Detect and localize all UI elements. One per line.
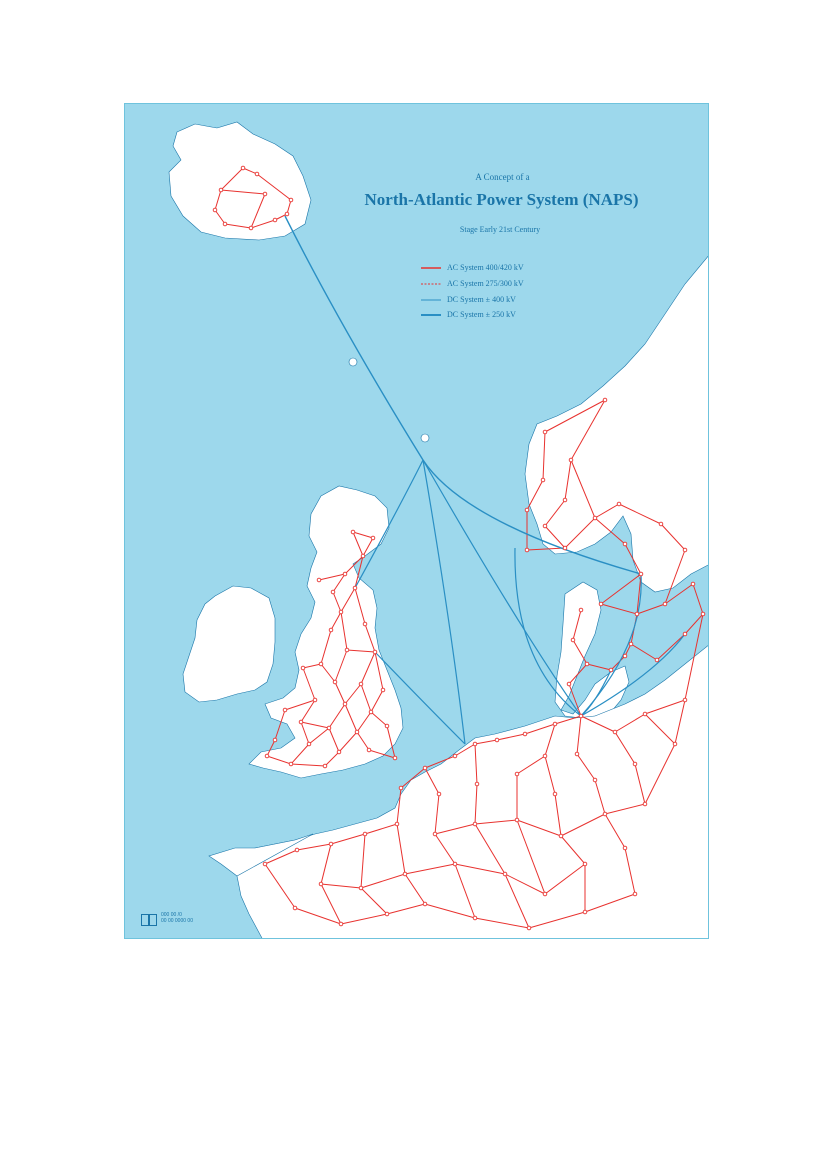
substation-node	[351, 530, 355, 534]
substation-node	[301, 666, 305, 670]
stage-label: Stage Early 21st Century	[459, 225, 541, 234]
substation-node	[599, 602, 603, 606]
substation-node	[543, 430, 547, 434]
substation-node	[329, 842, 333, 846]
substation-node	[273, 738, 277, 742]
map-title: North-Atlantic Power System (NAPS)	[364, 190, 639, 209]
substation-node	[373, 650, 377, 654]
substation-node	[583, 862, 587, 866]
substation-node	[273, 218, 277, 222]
substation-node	[475, 782, 479, 786]
legend-dc-250-label: DC System ± 250 kV	[447, 310, 516, 319]
substation-node	[603, 398, 607, 402]
substation-node	[515, 772, 519, 776]
substation-node	[553, 792, 557, 796]
document-code-line-1: 000 00 /0	[161, 912, 182, 918]
substation-node	[603, 812, 607, 816]
substation-node	[525, 548, 529, 552]
substation-node	[629, 642, 633, 646]
substation-node	[363, 832, 367, 836]
legend-dc-400-label: DC System ± 400 kV	[447, 295, 516, 304]
substation-node	[385, 912, 389, 916]
substation-node	[307, 742, 311, 746]
substation-node	[293, 906, 297, 910]
substation-node	[453, 862, 457, 866]
substation-node	[527, 926, 531, 930]
substation-node	[585, 662, 589, 666]
substation-node	[623, 846, 627, 850]
substation-node	[345, 648, 349, 652]
substation-node	[385, 724, 389, 728]
substation-node	[635, 612, 639, 616]
substation-node	[403, 872, 407, 876]
substation-node	[265, 754, 269, 758]
substation-node	[355, 730, 359, 734]
substation-node	[613, 730, 617, 734]
publisher-logo	[141, 914, 157, 926]
substation-node	[563, 498, 567, 502]
substation-node	[295, 848, 299, 852]
substation-node	[369, 710, 373, 714]
substation-node	[393, 756, 397, 760]
substation-node	[525, 508, 529, 512]
substation-node	[331, 590, 335, 594]
substation-node	[361, 554, 365, 558]
substation-node	[399, 786, 403, 790]
substation-node	[359, 886, 363, 890]
document-code	[161, 912, 193, 924]
substation-node	[683, 698, 687, 702]
substation-node	[583, 910, 587, 914]
substation-node	[343, 702, 347, 706]
substation-node	[659, 522, 663, 526]
substation-node	[639, 572, 643, 576]
substation-node	[643, 802, 647, 806]
faroe-islands	[349, 358, 357, 366]
substation-node	[701, 612, 705, 616]
substation-node	[495, 738, 499, 742]
substation-node	[673, 742, 677, 746]
substation-node	[395, 822, 399, 826]
substation-node	[317, 578, 321, 582]
substation-node	[559, 834, 563, 838]
substation-node	[571, 638, 575, 642]
substation-node	[543, 892, 547, 896]
substation-node	[563, 546, 567, 550]
substation-node	[363, 622, 367, 626]
substation-node	[569, 458, 573, 462]
substation-node	[423, 766, 427, 770]
substation-node	[339, 922, 343, 926]
substation-node	[609, 668, 613, 672]
substation-node	[437, 792, 441, 796]
substation-node	[473, 916, 477, 920]
substation-node	[575, 752, 579, 756]
substation-node	[663, 602, 667, 606]
substation-node	[633, 892, 637, 896]
substation-node	[473, 822, 477, 826]
substation-node	[371, 536, 375, 540]
substation-node	[353, 586, 357, 590]
substation-node	[567, 682, 571, 686]
substation-node	[359, 682, 363, 686]
substation-node	[313, 698, 317, 702]
substation-node	[593, 516, 597, 520]
concept-label: A Concept of a	[475, 172, 530, 182]
document-code-line-2: 00 00 0000 00	[161, 918, 193, 924]
substation-node	[263, 862, 267, 866]
substation-node	[579, 714, 583, 718]
substation-node	[289, 762, 293, 766]
substation-node	[543, 524, 547, 528]
substation-node	[633, 762, 637, 766]
substation-node	[319, 882, 323, 886]
substation-node	[593, 778, 597, 782]
legend-ac-400-label: AC System 400/420 kV	[447, 263, 524, 272]
substation-node	[337, 750, 341, 754]
shetland-islands	[421, 434, 429, 442]
substation-node	[283, 708, 287, 712]
substation-node	[623, 542, 627, 546]
substation-node	[683, 548, 687, 552]
substation-node	[523, 732, 527, 736]
substation-node	[453, 754, 457, 758]
substation-node	[323, 764, 327, 768]
substation-node	[327, 726, 331, 730]
substation-node	[541, 478, 545, 482]
substation-node	[683, 632, 687, 636]
substation-node	[515, 818, 519, 822]
substation-node	[623, 654, 627, 658]
substation-node	[319, 662, 323, 666]
substation-node	[423, 902, 427, 906]
substation-node	[553, 722, 557, 726]
substation-node	[433, 832, 437, 836]
substation-node	[367, 748, 371, 752]
substation-node	[381, 688, 385, 692]
substation-node	[503, 872, 507, 876]
substation-node	[343, 572, 347, 576]
substation-node	[473, 742, 477, 746]
substation-node	[579, 608, 583, 612]
substation-node	[333, 680, 337, 684]
legend-ac-275-label: AC System 275/300 kV	[447, 279, 524, 288]
substation-node	[241, 166, 245, 170]
substation-node	[543, 754, 547, 758]
substation-node	[339, 610, 343, 614]
map-frame	[124, 103, 709, 939]
substation-node	[691, 582, 695, 586]
substation-node	[655, 658, 659, 662]
substation-node	[617, 502, 621, 506]
substation-node	[285, 212, 289, 216]
substation-node	[329, 628, 333, 632]
substation-node	[299, 720, 303, 724]
substation-node	[643, 712, 647, 716]
